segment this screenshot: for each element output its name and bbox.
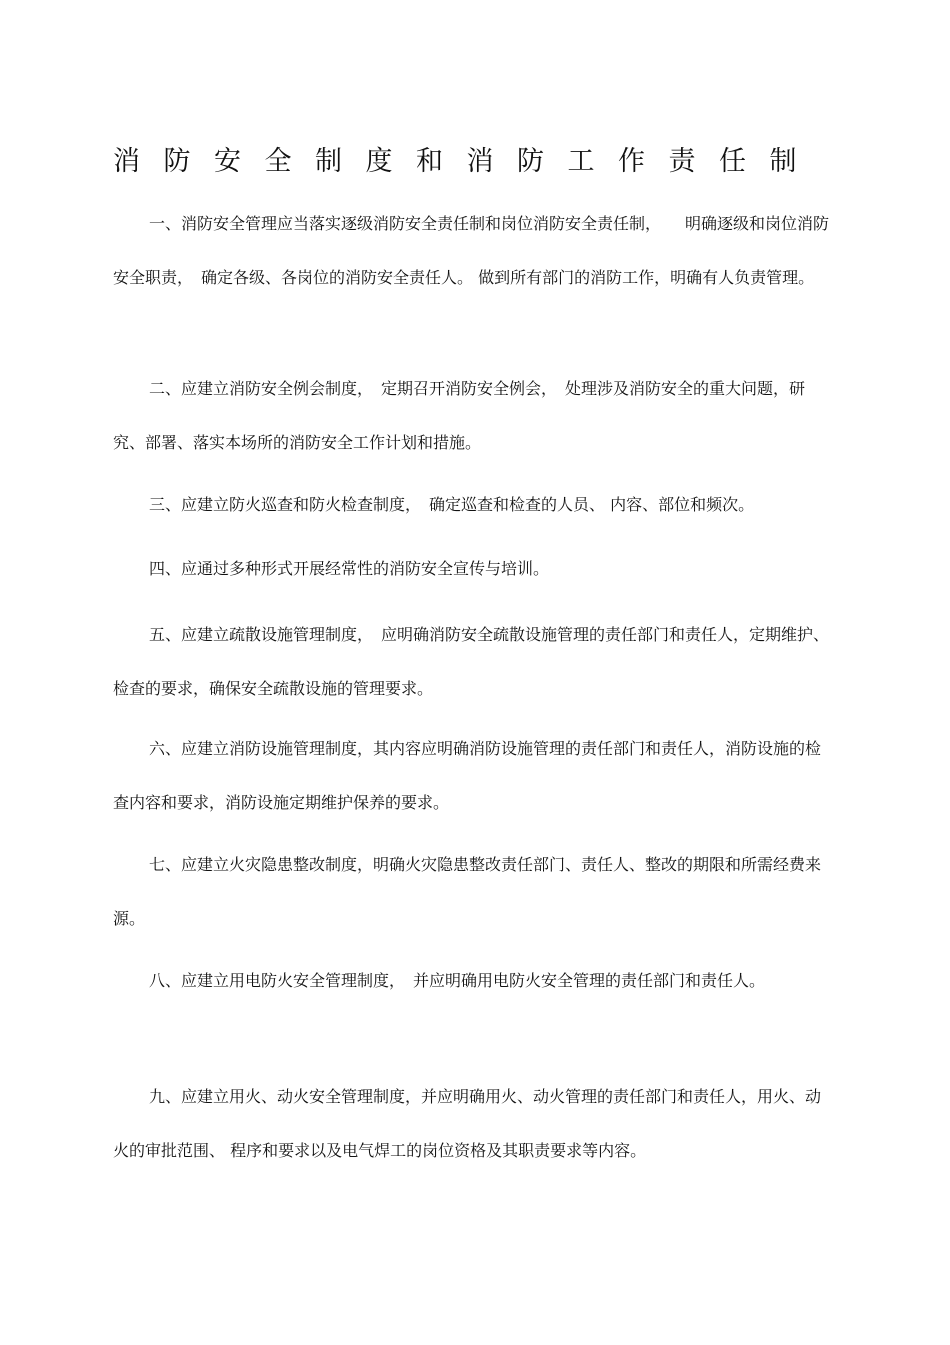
paragraph-7: 七、应建立火灾隐患整改制度，明确火灾隐患整改责任部门、责任人、整改的期限和所需经费来源。 xyxy=(113,855,822,928)
document-title: 消防安全制度和消防工作责任制 xyxy=(113,146,820,177)
paragraph-1: 一、消防安全管理应当落实逐级消防安全责任制和岗位消防安全责任制， 明确逐级和岗位消防安全职责， 确定各级、各岗位的消防安全责任人。 做到所有部门的消防工作，明确有人负责管理。 xyxy=(113,214,830,287)
paragraph-2: 二、应建立消防安全例会制度， 定期召开消防安全例会， 处理涉及消防安全的重大问题，研究、部署、落实本场所的消防安全工作计划和措施。 xyxy=(113,379,806,452)
paragraph-6: 六、应建立消防设施管理制度，其内容应明确消防设施管理的责任部门和责任人，消防设施的检查内容和要求，消防设施定期维护保养的要求。 xyxy=(113,739,822,812)
paragraph-4: 四、应通过多种形式开展经常性的消防安全宣传与培训。 xyxy=(149,559,550,578)
paragraph-3: 三、应建立防火巡查和防火检查制度， 确定巡查和检查的人员、 内容、部位和频次。 xyxy=(149,495,755,514)
paragraph-9: 九、应建立用火、动火安全管理制度，并应明确用火、动火管理的责任部门和责任人，用火、动火的审批范围、 程序和要求以及电气焊工的岗位资格及其职责要求等内容。 xyxy=(113,1087,822,1160)
paragraph-8: 八、应建立用电防火安全管理制度， 并应明确用电防火安全管理的责任部门和责任人。 xyxy=(149,971,766,990)
paragraph-5: 五、应建立疏散设施管理制度， 应明确消防安全疏散设施管理的责任部门和责任人，定期维护、检查的要求，确保安全疏散设施的管理要求。 xyxy=(113,625,830,698)
